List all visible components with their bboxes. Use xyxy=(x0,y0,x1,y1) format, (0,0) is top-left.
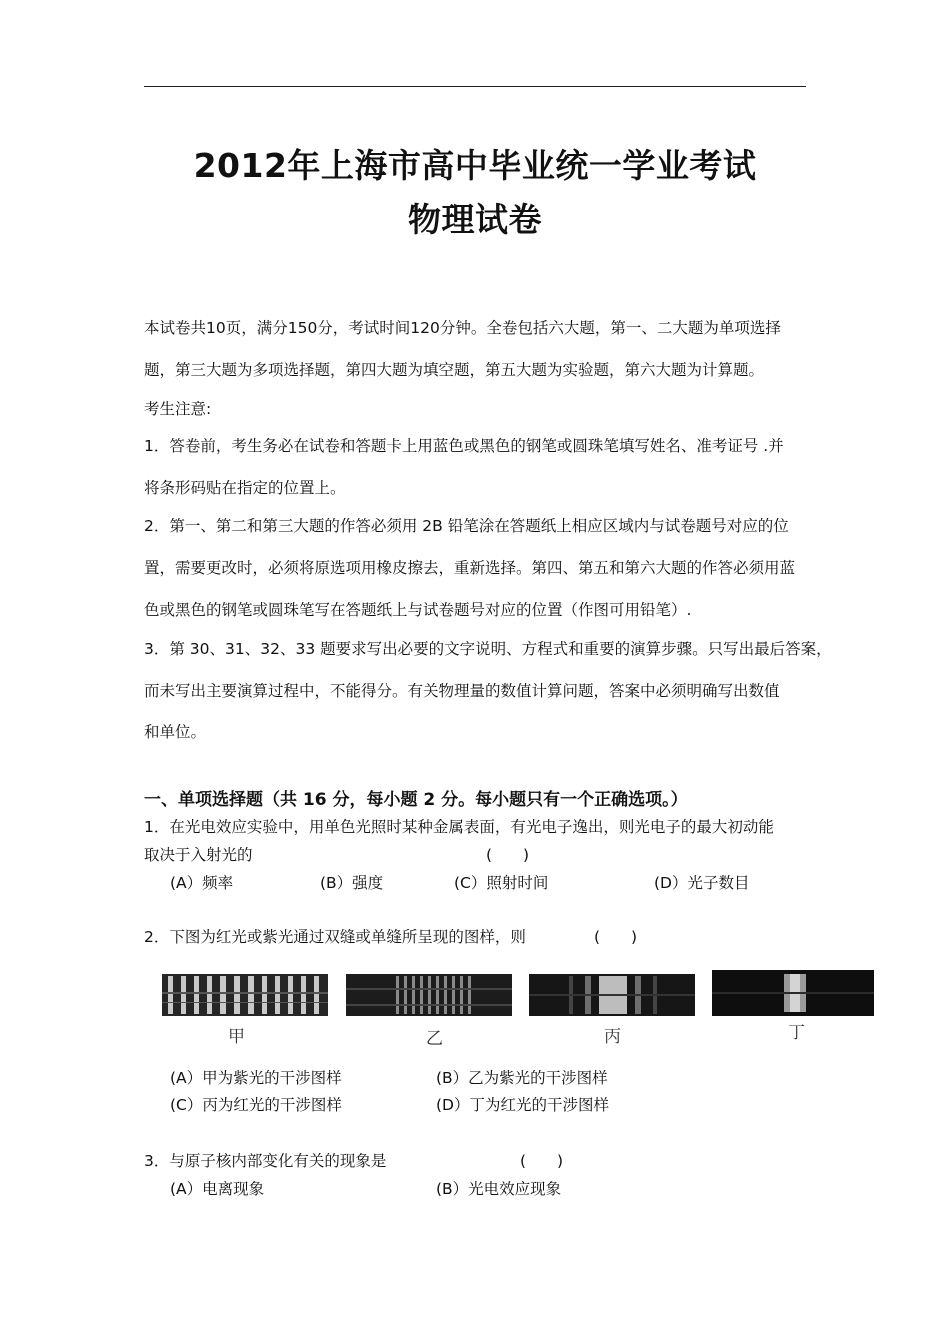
fringe-caption-ding: 丁 xyxy=(788,1023,805,1043)
q3-option-a: (A）电离现象 xyxy=(170,1180,265,1198)
notice-1a: 1．答卷前，考生务必在试卷和答题卡上用蓝色或黑色的钢笔或圆珠笔填写姓名、准考证号 .并 xyxy=(144,437,784,455)
fringe-pattern-jia xyxy=(162,974,328,1016)
q2-option-d: (D）丁为红光的干涉图样 xyxy=(436,1096,609,1114)
notice-heading: 考生注意: xyxy=(144,400,212,418)
fringe-caption-bing: 丙 xyxy=(604,1027,621,1047)
q1-stem-2: 取决于入射光的 xyxy=(144,846,253,864)
notice-1b: 将条形码贴在指定的位置上。 xyxy=(144,479,346,497)
q2-stem: 2．下图为红光或紫光通过双缝或单缝所呈现的图样，则 xyxy=(144,928,526,946)
q2-answer-blank: ( ) xyxy=(594,928,638,946)
q2-option-c: (C）丙为红光的干涉图样 xyxy=(170,1096,342,1114)
q1-option-c: (C）照射时间 xyxy=(454,874,549,892)
q3-stem: 3．与原子核内部变化有关的现象是 xyxy=(144,1152,387,1170)
fringe-caption-yi: 乙 xyxy=(426,1029,443,1049)
notice-3b: 而未写出主要演算过程中，不能得分。有关物理量的数值计算问题，答案中必须明确写出数值 xyxy=(144,682,780,700)
q1-option-d: (D）光子数目 xyxy=(654,874,750,892)
fringe-pattern-yi xyxy=(346,974,512,1016)
exam-title: 2012年上海市高中毕业统一学业考试 xyxy=(193,146,757,185)
q3-answer-blank: ( ) xyxy=(520,1152,564,1170)
notice-2c: 色或黑色的钢笔或圆珠笔写在答题纸上与试卷题号对应的位置（作图可用铅笔）. xyxy=(144,601,692,619)
fringe-pattern-ding xyxy=(712,970,874,1016)
intro-line-2: 题，第三大题为多项选择题，第四大题为填空题，第五大题为实验题，第六大题为计算题。 xyxy=(144,361,765,379)
exam-subtitle: 物理试卷 xyxy=(408,200,542,239)
q1-option-b: (B）强度 xyxy=(320,874,384,892)
q1-option-a: (A）频率 xyxy=(170,874,234,892)
notice-2a: 2．第一、第二和第三大题的作答必须用 2B 铅笔涂在答题纸上相应区域内与试卷题号对应的位 xyxy=(144,517,789,535)
q3-option-b: (B）光电效应现象 xyxy=(436,1180,562,1198)
q2-option-a: (A）甲为紫光的干涉图样 xyxy=(170,1069,342,1087)
q2-option-b: (B）乙为紫光的干涉图样 xyxy=(436,1069,608,1087)
notice-2b: 置，需要更改时，必须将原选项用橡皮擦去，重新选择。第四、第五和第六大题的作答必须用蓝 xyxy=(144,559,796,577)
notice-3a: 3．第 30、31、32、33 题要求写出必要的文字说明、方程式和重要的演算步骤。只写出最后答案， xyxy=(144,640,832,658)
fringe-pattern-bing xyxy=(529,974,695,1016)
section-1-heading: 一、单项选择题（共 16 分，每小题 2 分。每小题只有一个正确选项。） xyxy=(144,790,688,810)
notice-3c: 和单位。 xyxy=(144,723,207,741)
q1-stem-1: 1．在光电效应实验中，用单色光照时某种金属表面，有光电子逸出，则光电子的最大初动能 xyxy=(144,818,774,836)
intro-line-1: 本试卷共10页，满分150分，考试时间120分钟。全卷包括六大题，第一、二大题为单项选择 xyxy=(144,319,781,337)
q1-answer-blank: ( ) xyxy=(486,846,530,864)
fringe-caption-jia: 甲 xyxy=(228,1027,245,1047)
header-rule xyxy=(144,86,806,87)
